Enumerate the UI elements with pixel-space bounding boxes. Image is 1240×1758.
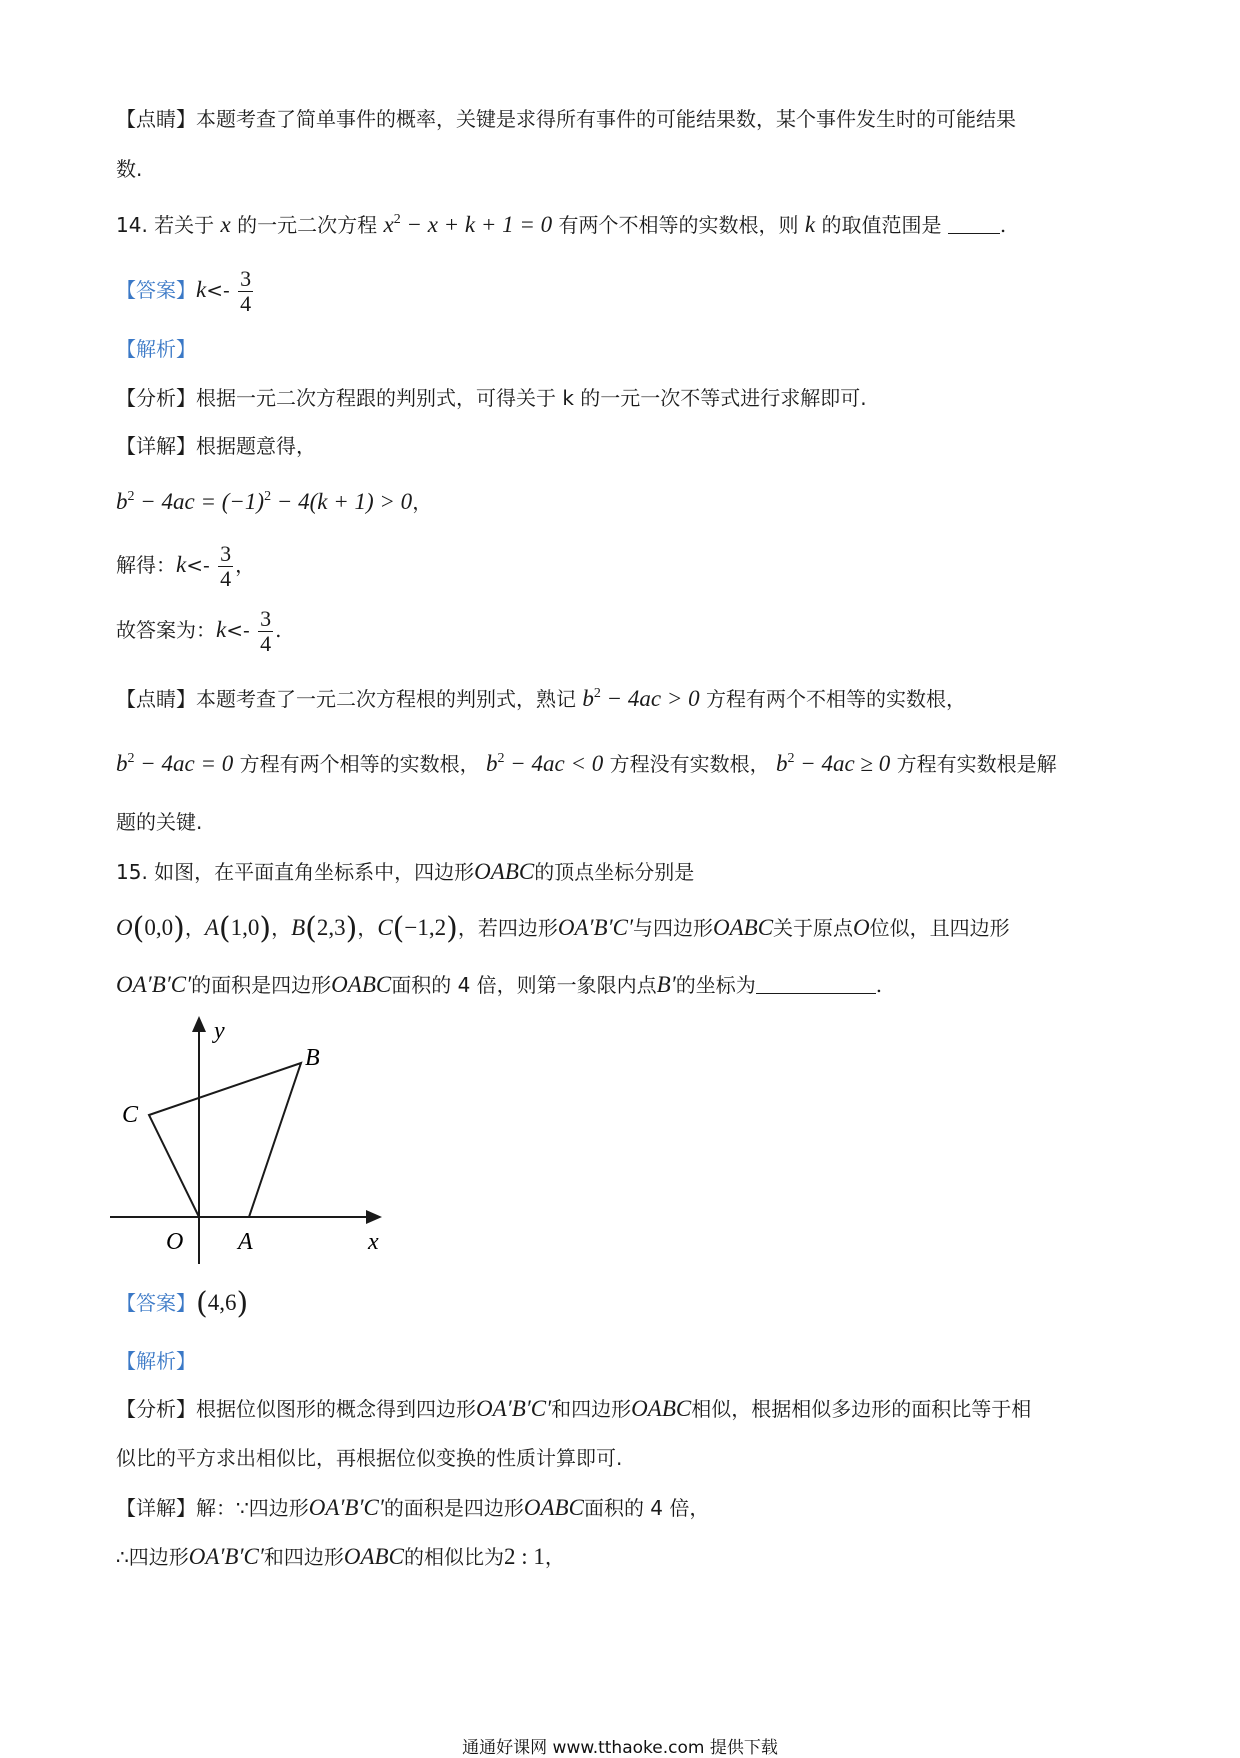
answer-blank [756,973,876,994]
y-axis-arrow [192,1016,206,1032]
footer-source: 通通好课网 www.tthaoke.com 提供下载 [462,1738,778,1758]
quadrilateral-oabc [149,1063,301,1217]
coordinate-figure [108,1008,398,1278]
question-14: 14. 若关于 x 的一元二次方程 $x^2 - x + k + 1 = 0$ 有两个不相等的实数根，则 k 的取值范围是 . [116,212,1007,237]
detail-text: 【详解】解：∵四边形OA′B′C′的面积是四边形OABC面积的 4 倍， [116,1495,710,1520]
answer-15: 【答案】(4,6) [116,1286,249,1321]
point-a-label: A [238,1229,253,1255]
fraction: $\frac{3}{4}$ [220,541,232,591]
point-c-label: C [122,1102,139,1128]
question-15-coords: O(0,0)，A(1,0)，B(2,3)，C(−1,2)，若四边形OA′B′C′与四边形OABC关于原点O位似，且四边形 [116,911,1010,946]
x-axis-arrow [366,1210,382,1224]
y-axis-label: y [214,1018,225,1044]
detail-text: 【详解】根据题意得， [116,434,316,458]
detail-text: ∴四边形OA′B′C′和四边形OABC的相似比为2 : 1， [116,1544,565,1569]
text-line: 【点睛】本题考查了简单事件的概率，关键是求得所有事件的可能结果数，某个事件发生时的可能结果 [116,107,1016,131]
analysis-text: 【分析】根据一元二次方程跟的判别式，可得关于 k 的一元一次不等式进行求解即可. [116,386,867,410]
answer-14: 【答案】k<- $\frac{3}{4}$ [116,266,252,316]
text-line: 数. [116,157,143,181]
question-15-ask: OA′B′C′的面积是四边形OABC面积的 4 倍，则第一象限内点B′的坐标为 . [116,972,883,997]
analysis-text: 似比的平方求出相似比，再根据位似变换的性质计算即可. [116,1446,623,1470]
final-answer-line: 故答案为：k<- $\frac{3}{4}$ . [116,606,282,656]
comment-line: 【点睛】本题考查了一元二次方程根的判别式，熟记 $b^2 - 4ac > 0$ 方程有两个不相等的实数根， [116,686,966,711]
analysis-tag: 【解析】 [116,1349,196,1373]
point-b-label: B [305,1045,320,1071]
comment-line: $b^2 - 4ac = 0$ 方程有两个相等的实数根， $b^2 - 4ac < 0$ 方程没有实数根， $b^2 - 4ac \ge 0$ 方程有实数根是解 [116,751,1057,776]
fraction: $\frac{3}{4}$ [260,606,272,656]
fraction: $\frac{3}{4}$ [240,266,252,316]
point-o-label: O [166,1229,184,1255]
discriminant-line: $b^2 - 4ac = (-1)^2 - 4(k + 1) > 0$， [116,489,433,514]
solve-line: 解得：k<- $\frac{3}{4}$ ， [116,541,256,591]
x-axis-label: x [368,1229,379,1255]
comment-line: 题的关键. [116,810,203,834]
answer-blank [948,213,1000,234]
analysis-text: 【分析】根据位似图形的概念得到四边形OA′B′C′和四边形OABC相似，根据相似多边形的面积比等于相 [116,1396,1032,1421]
question-15: 15. 如图，在平面直角坐标系中，四边形OABC的顶点坐标分别是 [116,859,695,884]
analysis-tag: 【解析】 [116,337,196,361]
